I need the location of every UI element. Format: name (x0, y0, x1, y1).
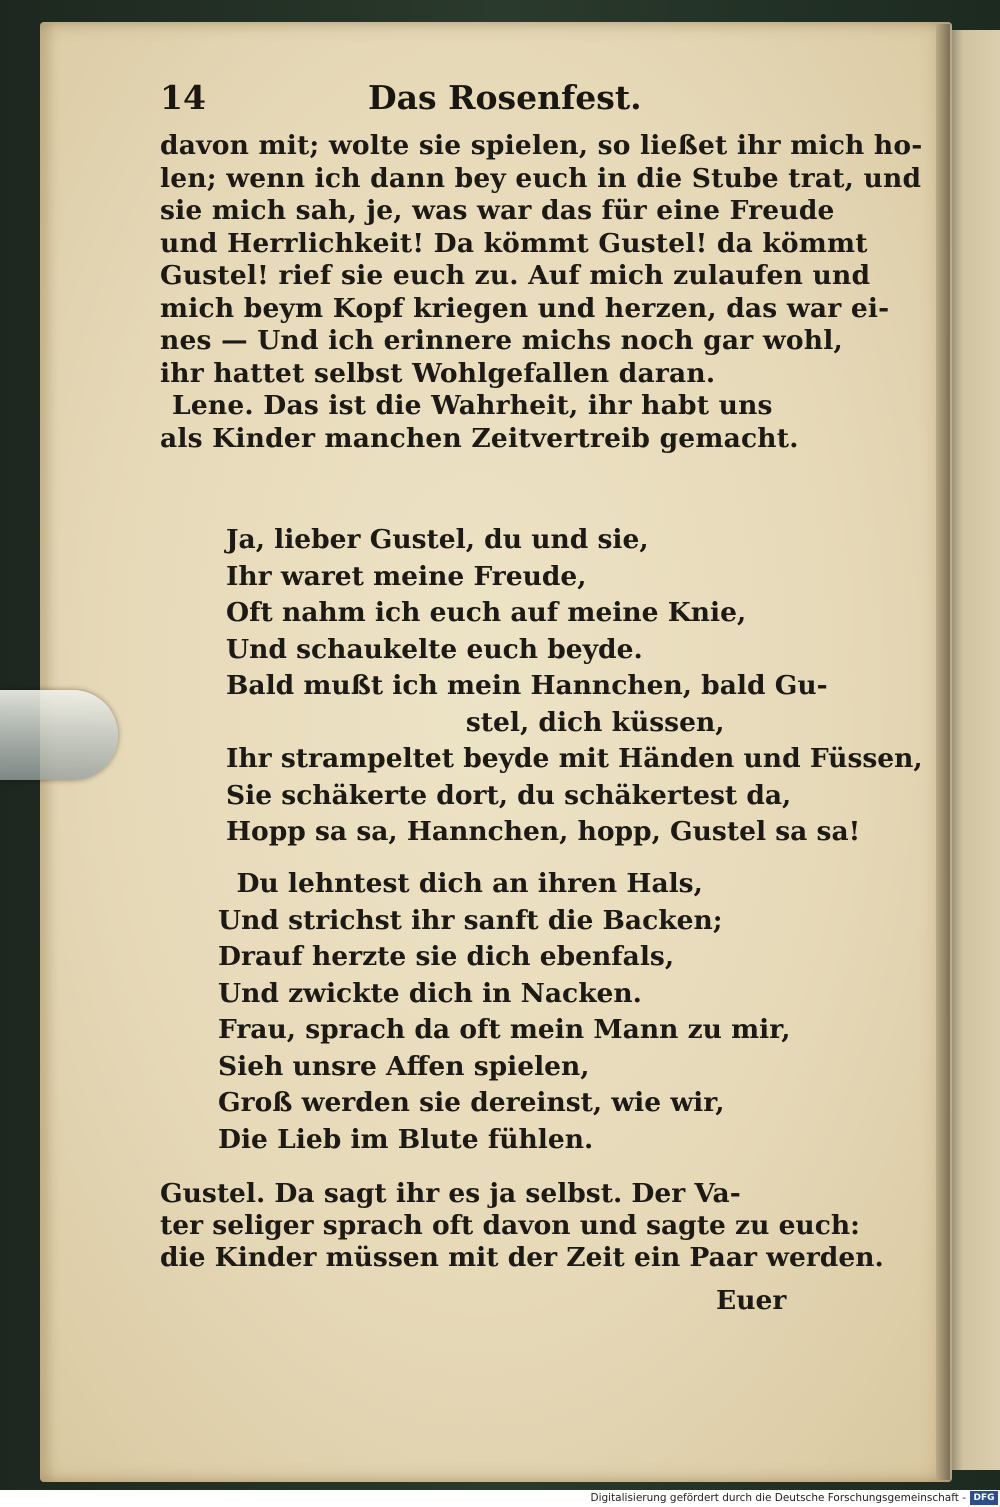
verse-line: Drauf herzte sie dich ebenfals, (218, 941, 675, 972)
prose-line: als Kinder manchen Zeitvertreib gemacht. (160, 422, 799, 454)
verse-line: Frau, sprach da oft mein Mann zu mir, (218, 1014, 791, 1045)
prose-line: sie mich sah, je, was war das für eine Freude (160, 195, 835, 226)
speaker-line: Lene. Das ist die Wahrheit, ihr habt uns (172, 390, 773, 421)
prose-line: die Kinder müssen mit der Zeit ein Paar werden. (160, 1242, 884, 1273)
verse-line: stel, dich küssen, (226, 706, 725, 738)
verse-line: Ihr waret meine Freude, (226, 560, 587, 592)
verse-line: Bald mußt ich mein Hannchen, bald Gu- (226, 670, 828, 701)
verse-line: Groß werden sie dereinst, wie wir, (218, 1087, 725, 1118)
prose-line: len; wenn ich dann bey euch in die Stube trat, und (160, 162, 922, 194)
verse-line: Und schaukelte euch beyde. (226, 633, 643, 665)
verse-line: Und zwickte dich in Nacken. (218, 977, 642, 1009)
running-title: Das Rosenfest. (368, 78, 642, 117)
prose-line: ihr hattet selbst Wohlgefallen daran. (160, 357, 716, 389)
dfg-logo: DFG (970, 1491, 998, 1505)
page-header (160, 70, 642, 120)
verse-line: Ja, lieber Gustel, du und sie, (226, 524, 649, 555)
prose-line: mich beym Kopf kriegen und herzen, das war ei- (160, 292, 890, 324)
verse-line: Du lehntest dich an ihren Hals, (218, 868, 703, 899)
facing-page-edge (948, 30, 1000, 1470)
verse-stanza-2 (218, 866, 791, 1158)
verse-line: Ihr strampeltet beyde mit Händen und Füssen, (226, 743, 923, 774)
verse-line: Oft nahm ich euch auf meine Knie, (226, 597, 747, 628)
verse-stanza-1 (226, 522, 923, 851)
page-number: 14 (160, 78, 206, 117)
verse-line: Die Lieb im Blute fühlen. (218, 1123, 594, 1155)
prose-line: und Herrlichkeit! Da kömmt Gustel! da kömmt (160, 227, 868, 259)
prose-line: Gustel! rief sie euch zu. Auf mich zulaufen und (160, 260, 871, 291)
verse-line: Sieh unsre Affen spielen, (218, 1050, 590, 1082)
prose-block (160, 130, 923, 455)
page-clip (0, 690, 118, 780)
prose-line: ter seliger sprach oft davon und sagte zu euch: (160, 1210, 860, 1241)
verse-line: Sie schäkerte dort, du schäkertest da, (226, 779, 792, 811)
digitization-credit: Digitalisierung gefördert durch die Deutsche Forschungsgemeinschaft - (590, 1492, 966, 1504)
page-edge-shadow (936, 24, 950, 1480)
prose-line: davon mit; wolte sie spielen, so ließet ihr mich ho- (160, 130, 923, 161)
catchword: Euer (716, 1285, 787, 1316)
prose-line: nes — Und ich erinnere michs noch gar wohl, (160, 325, 843, 356)
closing-dialogue (160, 1178, 884, 1274)
prose-line: Gustel. Da sagt ihr es ja selbst. Der Va- (160, 1178, 741, 1209)
verse-line: Und strichst ihr sanft die Backen; (218, 904, 723, 936)
verse-line: Hopp sa sa, Hannchen, hopp, Gustel sa sa! (226, 816, 861, 847)
